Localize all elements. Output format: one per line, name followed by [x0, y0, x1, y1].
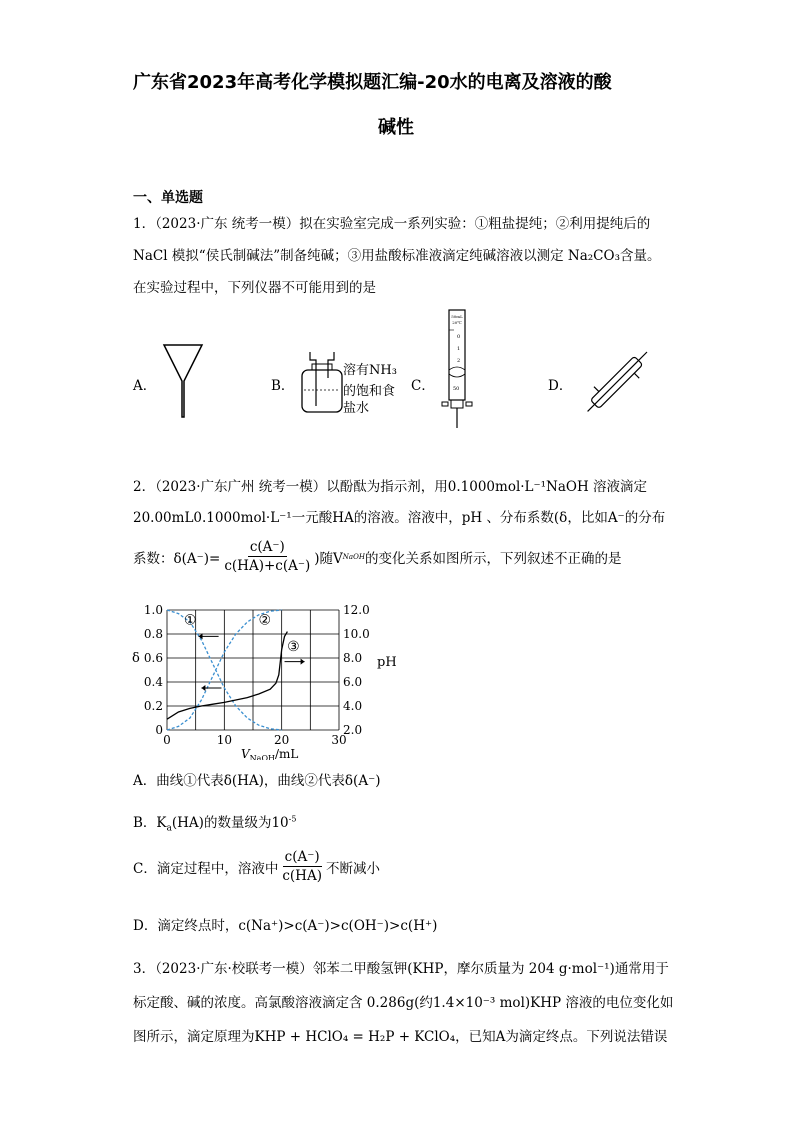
- b-label-3: 盐水: [343, 401, 370, 416]
- q2-option-d: D．滴定终点时，c(Na⁺)>c(A⁻)>c(OH⁻)>c(H⁺): [133, 918, 438, 934]
- b-label-1: 溶有NH₃: [343, 363, 397, 378]
- arrow-head: [301, 659, 305, 665]
- page-title-line2: 碱性: [378, 117, 414, 138]
- x-tick-label: 30: [331, 733, 347, 747]
- arrow-head: [201, 685, 205, 691]
- x-axis-label-sub: NaOH: [249, 754, 275, 760]
- burette-tick-50: 50: [453, 386, 460, 392]
- q2-line3-sub: NaOH: [342, 552, 365, 561]
- q1-line1: 1．（2023·广东 统考一模）拟在实验室完成一系列实验：①粗盐提纯；②利用提纯后的: [133, 216, 651, 232]
- q2-optc-fraction: [280, 848, 324, 885]
- y-right-tick-label: 12.0: [343, 603, 370, 617]
- q1-option-a: A．: [133, 378, 157, 394]
- burette-icon: [438, 308, 478, 430]
- q2-option-c: [133, 848, 380, 885]
- y-left-tick-label: 0: [155, 723, 163, 737]
- q2-line2: 20.00mL0.1000mol·L⁻¹一元酸HA的溶液。溶液中，pH 、分布系数(δ，比如A⁻的分布: [133, 510, 666, 526]
- funnel-icon: [162, 343, 206, 419]
- q2-line1: 2．（2023·广东广州 统考一模）以酚酞为指示剂，用0.1000mol·L⁻¹NaOH 溶液滴定: [133, 479, 648, 495]
- section-heading: 一、单选题: [133, 190, 203, 206]
- curve-label: ②: [258, 612, 272, 629]
- y-right-tick-label: 2.0: [343, 723, 363, 737]
- x-tick-label: 0: [163, 733, 171, 747]
- y-left-tick-label: 0.2: [143, 699, 163, 713]
- burette-tick-2: 2: [457, 358, 461, 364]
- q2-frac-den: c(HA)+c(A⁻): [224, 558, 311, 574]
- q3-line1: 3．（2023·广东·校联考一模）邻苯二甲酸氢钾(KHP，摩尔质量为 204 g·mol⁻¹)通常用于: [133, 961, 669, 977]
- burette-tick-0: 0: [457, 334, 461, 340]
- y-right-tick-label: 6.0: [343, 675, 363, 689]
- y-left-axis-label: δ: [132, 651, 140, 666]
- q2-optb-pre: B．K: [133, 815, 167, 831]
- q2-optb-sub: a: [166, 823, 172, 834]
- x-axis-label-unit: /mL: [274, 747, 299, 760]
- q1-line2: NaCl 模拟“侯氏制碱法”制备纯碱；③用盐酸标准液滴定纯碱溶液以测定 Na₂CO₃含量。: [133, 248, 661, 264]
- q2-option-a: A．曲线①代表δ(HA)，曲线②代表δ(A⁻): [133, 773, 381, 789]
- q2-line3: [133, 538, 621, 575]
- curve-label: ③: [287, 639, 300, 655]
- x-axis-label: $V_{NaOH}/mL$: [241, 747, 298, 760]
- q3-line3: 图所示，滴定原理为KHP + HClO₄ = H₂P + KClO₄，已知A为滴定终点。下列说法错误: [133, 1029, 668, 1045]
- q2-line3-end: 的变化关系如图所示，下列叙述不正确的是: [364, 550, 622, 567]
- q2-optc-pre: C．滴定过程中，溶液中: [133, 860, 279, 877]
- q2-line3-post: )随V: [314, 550, 343, 567]
- q1-option-d: D．: [548, 378, 573, 394]
- q2-frac-num: c(A⁻): [249, 539, 285, 555]
- q1-option-b: B．: [271, 378, 295, 394]
- b-label-2: 的饱和食: [343, 384, 396, 399]
- q2-optb-sup: -5: [288, 814, 297, 824]
- q2-optc-post: 不断减小: [325, 860, 380, 877]
- y-right-tick-label: 10.0: [343, 627, 370, 641]
- y-left-tick-label: 0.4: [143, 675, 163, 689]
- q1-line3: 在实验过程中，下列仪器不可能用到的是: [133, 280, 376, 296]
- y-right-tick-label: 8.0: [343, 651, 363, 665]
- q2-optc-num: c(A⁻): [284, 849, 320, 865]
- burette-top-label: 50mL: [451, 314, 463, 319]
- x-tick-label: 10: [216, 733, 232, 747]
- burette-tick-1: 1: [457, 346, 461, 352]
- q3-line2: 标定酸、碱的浓度。高氯酸溶液滴定含 0.286g(约1.4×10⁻³ mol)KHP 溶液的电位变化如: [133, 995, 674, 1011]
- titration-chart: [130, 598, 400, 760]
- y-left-tick-label: 0.8: [143, 627, 163, 641]
- x-tick-label: 20: [274, 733, 290, 747]
- q2-optc-den: c(HA): [282, 868, 322, 884]
- q1-option-c: C．: [411, 378, 435, 394]
- y-left-tick-label: 1.0: [143, 603, 163, 617]
- q2-optb-post: (HA)的数量级为10: [171, 815, 289, 831]
- q2-option-b: [133, 811, 296, 834]
- page-title-line1: 广东省2023年高考化学模拟题汇编-20水的电离及溶液的酸: [133, 72, 612, 93]
- gas-washing-bottle-icon: [298, 350, 346, 416]
- y-left-tick-label: 0.6: [143, 651, 163, 665]
- burette-temp-label: 20℃: [452, 320, 462, 325]
- curve-label: ①: [183, 612, 197, 629]
- q2-fraction: [222, 538, 312, 575]
- y-right-tick-label: 4.0: [343, 699, 363, 713]
- y-right-axis-label: pH: [377, 655, 397, 670]
- q2-line3-pre: 系数：δ(A⁻)=: [133, 550, 221, 567]
- condenser-icon: [575, 340, 661, 422]
